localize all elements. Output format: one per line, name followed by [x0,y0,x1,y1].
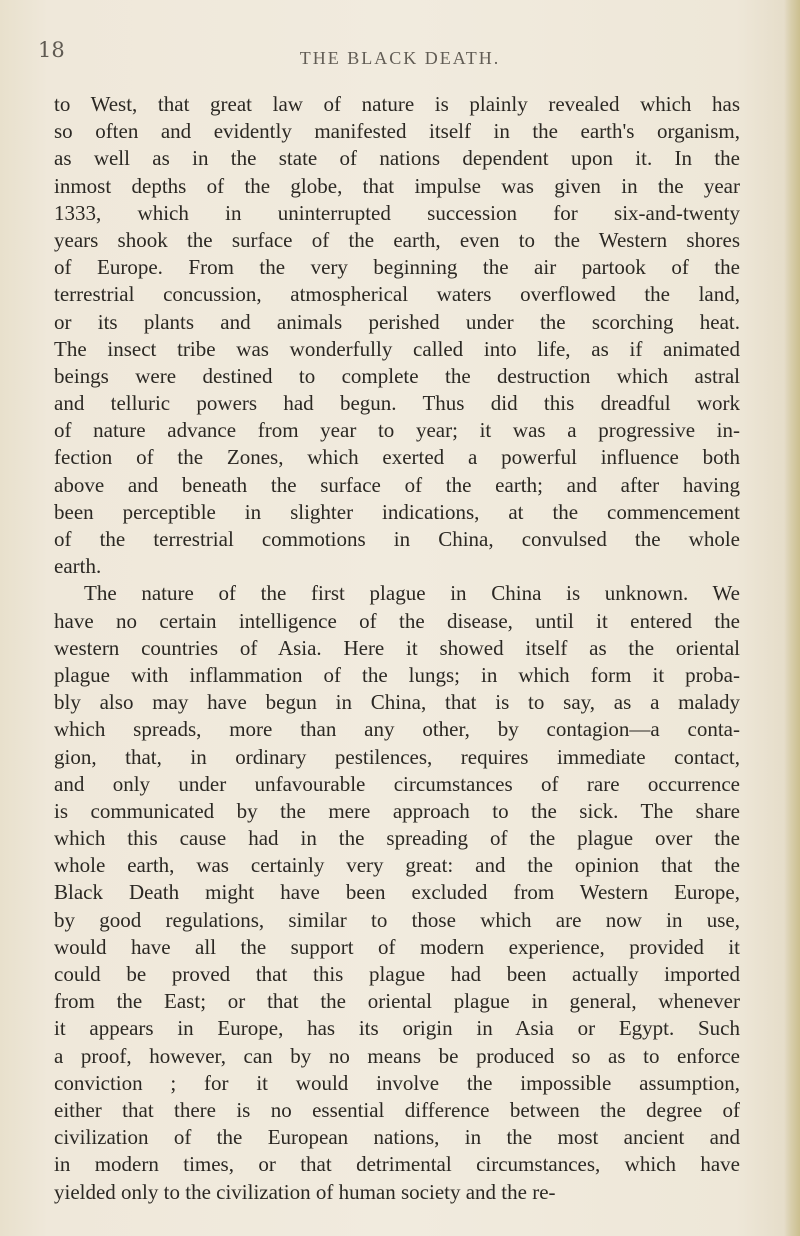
running-head: THE BLACK DEATH. [299,48,501,68]
text-line: inmost depths of the globe, that impulse was given in the year [54,173,740,198]
body-text [54,91,740,1206]
text-line: which this cause had in the spreading of the plague over the [54,826,740,851]
text-line: could be proved that this plague had been actually imported [54,962,740,986]
text-line: beings were destined to complete the destruction which astral [54,363,740,388]
text-line: so often and evidently manifested itself in the earth's organism, [54,119,740,144]
text-line: 1333, which in uninterrupted succession for six-and-twenty [54,200,740,225]
text-line: bly also may have begun in China, that is to say, as a malady [54,690,740,715]
text-line: as well as in the state of nations dependent upon it. In the [54,146,740,171]
text-line: civilization of the European nations, in the most ancient and [54,1125,740,1150]
text-line: from the East; or that the oriental plague in general, whenever [54,989,740,1014]
text-line: gion, that, in ordinary pestilences, requires immediate contact, [54,744,740,769]
text-line: years shook the surface of the earth, even to the Western shores [54,227,740,252]
text-line: would have all the support of modern experience, provided it [54,934,740,959]
text-line: by good regulations, similar to those which are now in use, [54,907,740,932]
page-number: 18 [38,38,65,62]
text-line: it appears in Europe, has its origin in Asia or Egypt. Such [54,1016,740,1041]
text-line: and only under unfavourable circumstances of rare occurrence [54,771,740,796]
page-edge [784,0,800,1236]
paragraph [54,91,740,580]
text-line: fection of the Zones, which exerted a powerful influence both [54,445,740,470]
text-line: a proof, however, can by no means be produced so as to enforce [54,1043,740,1068]
text-line: and telluric powers had begun. Thus did this dreadful work [54,391,740,416]
text-line: above and beneath the surface of the earth; and after having [54,472,740,497]
text-line: of the terrestrial commotions in China, convulsed the whole [54,527,740,551]
text-line: to West, that great law of nature is plainly revealed which has [54,92,740,116]
text-line: of Europe. From the very beginning the air partook of the [54,255,740,280]
paragraph [54,580,740,1205]
text-line: whole earth, was certainly very great: and the opinion that the [54,853,740,878]
text-line: terrestrial concussion, atmospherical waters overflowed the land, [54,282,740,307]
text-line: which spreads, more than any other, by contagion—a conta- [54,717,740,742]
text-line: have no certain intelligence of the disease, until it entered the [54,608,740,633]
text-line: The nature of the first plague in China is unknown. We [84,581,740,606]
text-line: or its plants and animals perished under the scorching heat. [54,309,740,334]
text-line: been perceptible in slighter indications, at the commencement [54,499,740,524]
text-line: of nature advance from year to year; it was a progressive in- [54,418,740,443]
text-line: in modern times, or that detrimental circumstances, which have [54,1152,740,1177]
text-line: western countries of Asia. Here it showed itself as the oriental [54,635,740,660]
text-line: conviction ; for it would involve the impossible assumption, [54,1070,740,1095]
text-line: The insect tribe was wonderfully called into life, as if animated [54,336,740,361]
text-line: plague with inflammation of the lungs; in which form it proba- [54,662,740,687]
text-line: yielded only to the civilization of human society and the re- [54,1179,556,1204]
text-line: earth. [54,554,102,579]
text-line: either that there is no essential difference between the degree of [54,1097,740,1122]
text-line: Black Death might have been excluded from Western Europe, [54,880,740,905]
text-line: is communicated by the mere approach to the sick. The share [54,798,740,823]
